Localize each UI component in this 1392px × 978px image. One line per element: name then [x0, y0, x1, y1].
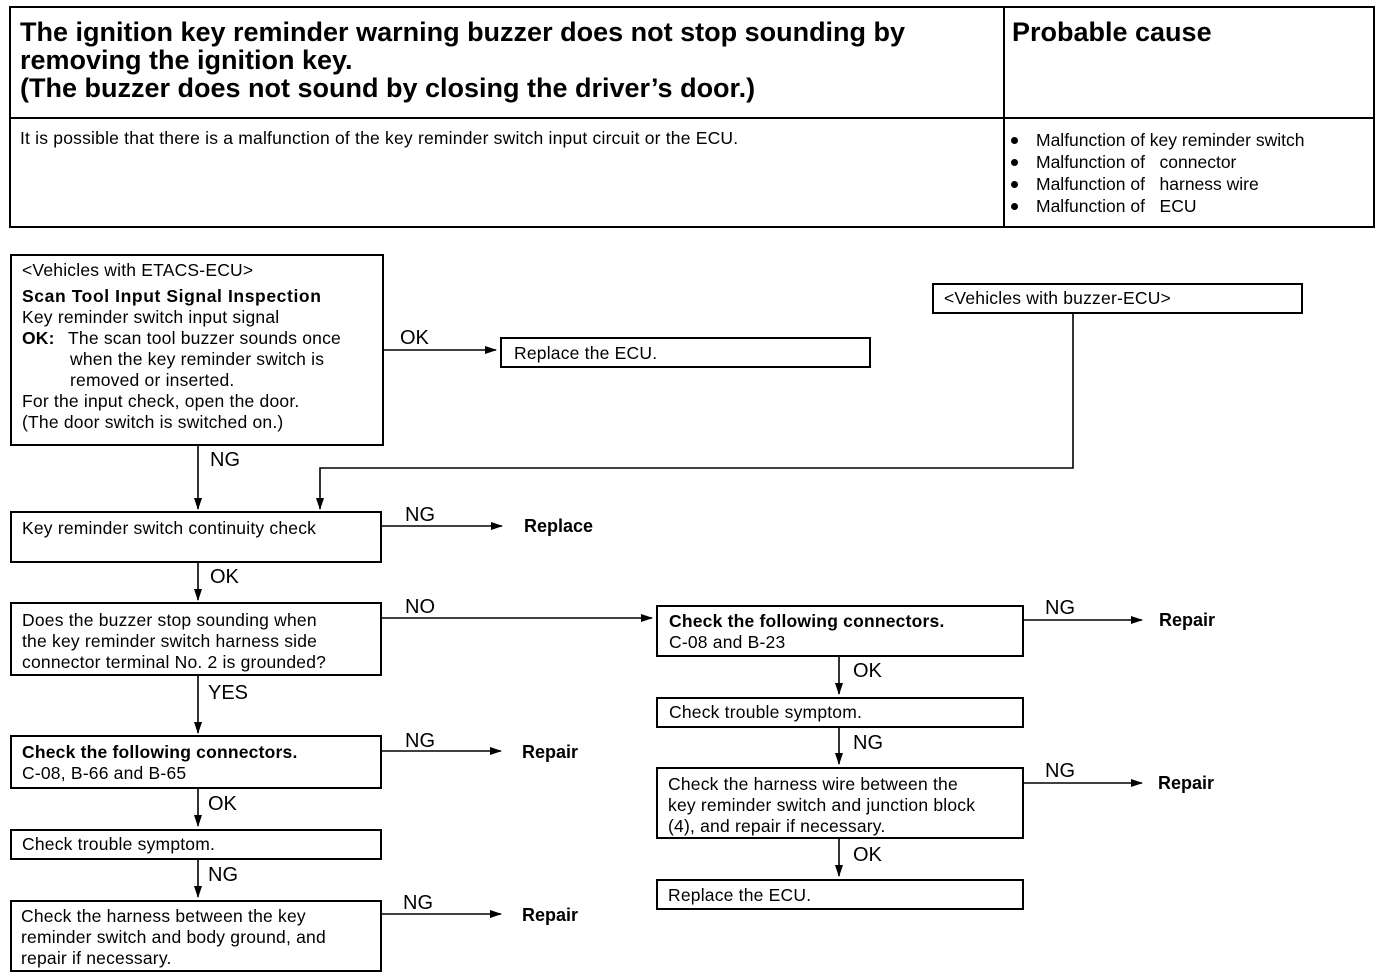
etacs-note-line: (The door switch is switched on.) [22, 412, 284, 432]
cause-text: Malfunction of connector [1036, 152, 1237, 172]
result-repair-left-harness: Repair [522, 905, 579, 925]
cause-text: Malfunction of key reminder switch [1036, 130, 1305, 150]
etacs-vehicle-label: <Vehicles with ETACS-ECU> [22, 260, 254, 280]
replace-ecu-box-top: Replace the ECU. [500, 337, 871, 368]
label-ok-left-connectors: OK [208, 793, 237, 815]
left-symptom-box: Check trouble symptom. [10, 829, 382, 860]
cause-text: Malfunction of ECU [1036, 196, 1197, 216]
etacs-ok-line: removed or inserted. [70, 370, 235, 390]
question-line: the key reminder switch harness side [22, 631, 318, 651]
replace-ecu-box-bottom: Replace the ECU. [656, 879, 1024, 910]
label-yes-question: YES [208, 682, 249, 704]
ground-test-question-box [10, 602, 382, 676]
label-ng-right-harness: NG [1045, 760, 1075, 782]
cause-text: Malfunction of harness wire [1036, 174, 1259, 194]
etacs-inspection-subtitle: Key reminder switch input signal [22, 307, 280, 327]
malfunction-description: It is possible that there is a malfunction of the key reminder switch input circuit or the ECU. [20, 128, 739, 148]
probable-cause-heading: Probable cause [1012, 17, 1212, 47]
result-repair-right-connectors: Repair [1159, 610, 1216, 630]
right-harness-box [656, 767, 1024, 839]
left-connectors-items: C-08, B-66 and B-65 [22, 763, 187, 783]
left-harness-line: repair if necessary. [21, 948, 172, 968]
right-connectors-box [656, 605, 1024, 657]
etacs-ok-criterion [22, 328, 382, 391]
etacs-ok-line: when the key reminder switch is [70, 349, 325, 369]
continuity-check-box: Key reminder switch continuity check [10, 511, 382, 563]
right-harness-line: (4), and repair if necessary. [668, 816, 886, 836]
buzzer-ecu-box: <Vehicles with buzzer-ECU> [932, 283, 1303, 314]
title-line: removing the ignition key. [20, 45, 353, 75]
etacs-ok-line: The scan tool buzzer sounds once [68, 328, 341, 348]
label-ng-left-symptom: NG [208, 864, 238, 886]
label-ok-right-connectors: OK [853, 660, 882, 682]
etacs-inspection-title: Scan Tool Input Signal Inspection [22, 286, 322, 306]
right-symptom-box: Check trouble symptom. [656, 697, 1024, 728]
label-no-question: NO [405, 596, 435, 618]
result-repair-right-harness: Repair [1158, 773, 1215, 793]
result-replace: Replace [524, 516, 594, 536]
question-line: Does the buzzer stop sounding when [22, 610, 317, 630]
left-harness-line: Check the harness between the key [21, 906, 306, 926]
label-ng-left-harness: NG [403, 892, 433, 914]
label-ok-etacs: OK [400, 327, 429, 349]
left-harness-box [10, 900, 382, 972]
result-repair-left-connectors: Repair [522, 742, 579, 762]
right-connectors-title: Check the following connectors. [669, 611, 945, 631]
etacs-note-line: For the input check, open the door. [22, 391, 300, 411]
etacs-ok-label: OK: [22, 328, 55, 348]
right-harness-line: key reminder switch and junction block [668, 795, 976, 815]
label-ng-right-symptom: NG [853, 732, 883, 754]
label-ng-etacs: NG [210, 449, 240, 471]
etacs-inspection-box [10, 254, 384, 446]
label-ng-right-connectors: NG [1045, 597, 1075, 619]
etacs-ok-text [68, 328, 341, 391]
label-ng-continuity: NG [405, 504, 435, 526]
right-harness-line: Check the harness wire between the [668, 774, 958, 794]
title-line: (The buzzer does not sound by closing the driver’s door.) [20, 73, 756, 103]
title-line: The ignition key reminder warning buzzer does not stop sounding by [20, 17, 906, 47]
right-connectors-items: C-08 and B-23 [669, 632, 786, 652]
question-line: connector terminal No. 2 is grounded? [22, 652, 327, 672]
left-harness-line: reminder switch and body ground, and [21, 927, 326, 947]
left-connectors-title: Check the following connectors. [22, 742, 298, 762]
label-ok-continuity: OK [210, 566, 239, 588]
left-connectors-box [10, 735, 382, 789]
label-ng-left-connectors: NG [405, 730, 435, 752]
label-ok-right-harness: OK [853, 844, 882, 866]
